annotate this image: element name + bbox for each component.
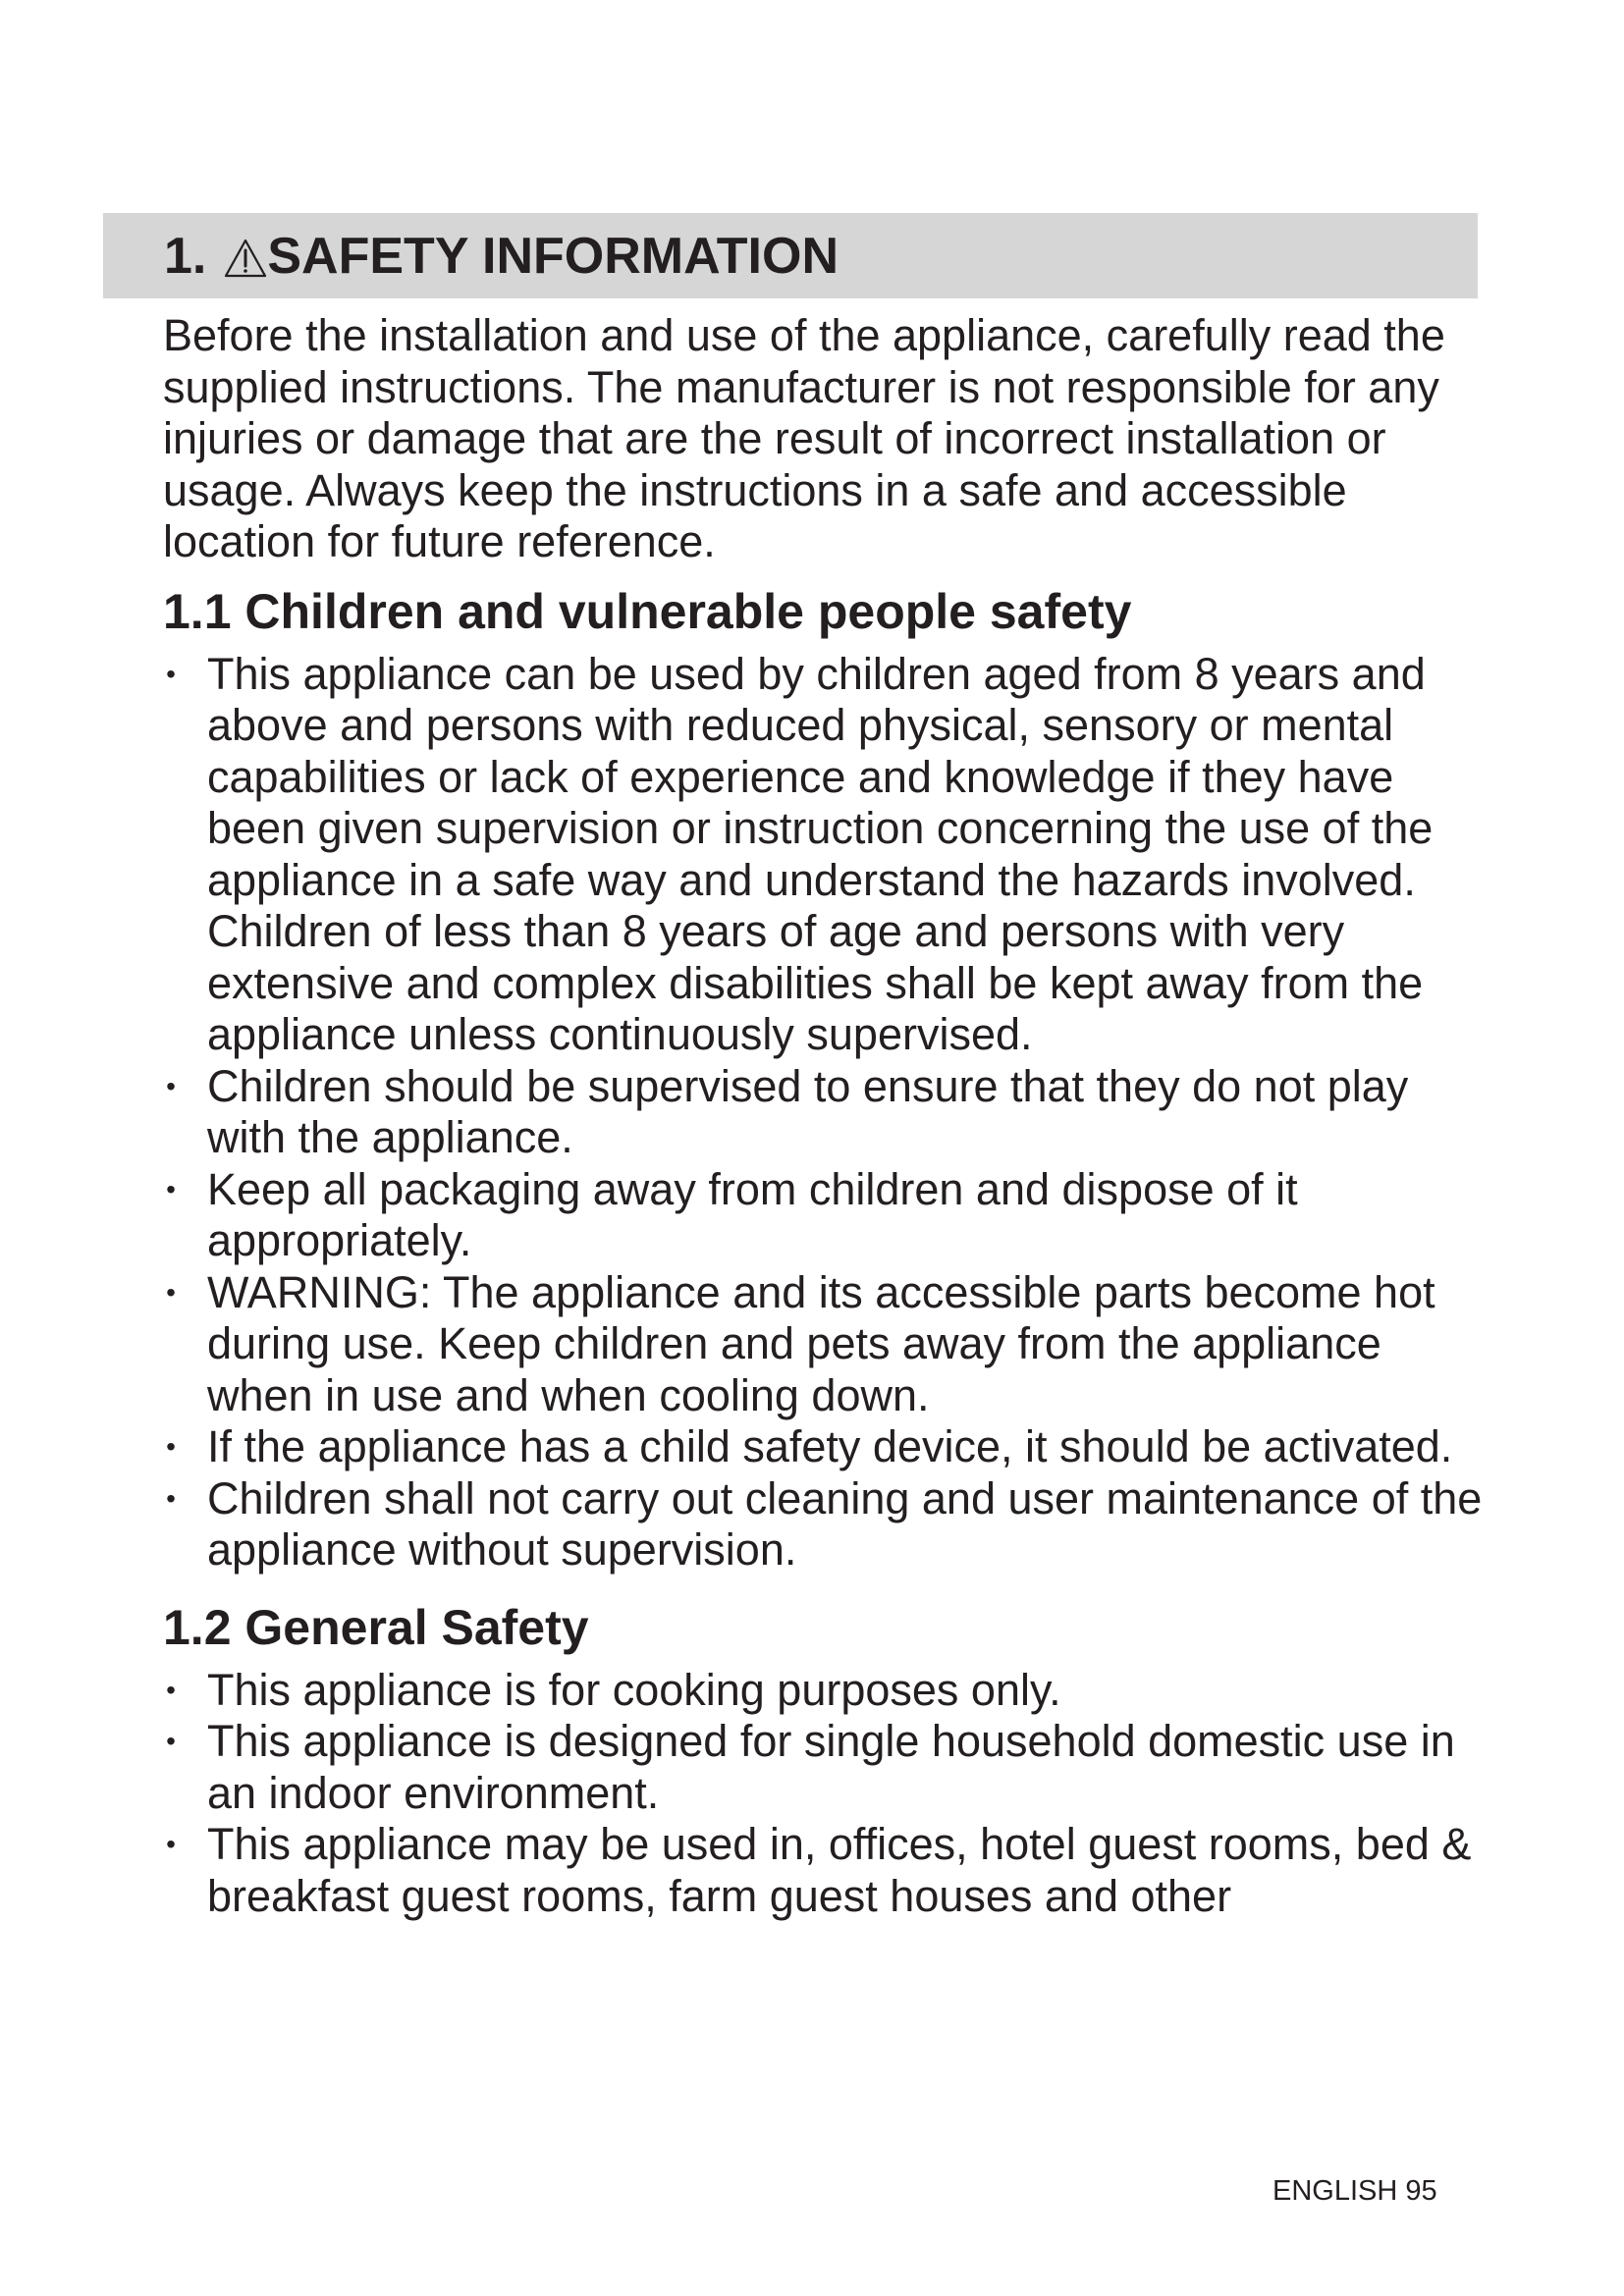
section-title-bar [103, 213, 1478, 298]
title-text: SAFETY INFORMATION [267, 228, 839, 285]
bullet-icon: • [166, 1431, 176, 1462]
list-item: • Keep all packaging away from children and dispose of it appropriately. [166, 1163, 1298, 1265]
bullet-icon: • [166, 1829, 176, 1859]
bullet-icon: • [166, 1482, 176, 1514]
list-item: • This appliance is designed for single household domestic use in an indoor environment. [166, 1716, 1455, 1818]
page-footer: ENGLISH 95 [1272, 2175, 1437, 2207]
list-item: • This appliance can be used by children aged from 8 years and above and persons with reduced physical, sensory or mental capabilities or lack of experience and knowledge if they have been given supervision or instruction concerning the use of the appliance in a safe way and understand the hazards involved. Children of less than 8 years of age and persons with very extensive and complex disabilities shall be kept away from the appliance unless continuously supervised. [166, 648, 1434, 1059]
warning-triangle-icon [224, 239, 267, 278]
document-body [163, 310, 1484, 1922]
bullet-icon: • [166, 1070, 176, 1101]
section-heading-children-safety: 1.1 Children and vulnerable people safety [163, 583, 1132, 639]
list-item: • This appliance is for cooking purposes only. [166, 1664, 1061, 1715]
title-number: 1. [164, 228, 207, 285]
list-item: • WARNING: The appliance and its accessible parts become hot during use. Keep children and pets away from the appliance when in use and when cooling down. [166, 1266, 1435, 1420]
intro-paragraph: Before the installation and use of the appliance, carefully read the supplied instructions. The manufacturer is not responsible for any injuries or damage that are the result of incorrect installation or usage. Always keep the instructions in a safe and accessible location for future reference. [163, 310, 1445, 566]
bullet-icon: • [166, 1276, 176, 1308]
bullet-icon: • [166, 658, 176, 689]
list-item: • Children should be supervised to ensure that they do not play with the appliance. [166, 1060, 1409, 1162]
list-item: • This appliance may be used in, offices, hotel guest rooms, bed & breakfast guest rooms, farm guest houses and other [166, 1819, 1472, 1921]
section-heading-general-safety: 1.2 General Safety [163, 1599, 589, 1655]
list-item: • If the appliance has a child safety device, it should be activated. [166, 1421, 1453, 1471]
bullet-icon: • [166, 1674, 176, 1705]
general-safety-list [163, 1665, 1484, 1923]
list-item: • Children shall not carry out cleaning and user maintenance of the appliance without supervision. [166, 1472, 1483, 1575]
children-safety-list [163, 649, 1484, 1576]
bullet-icon: • [166, 1173, 176, 1204]
page-title [164, 226, 839, 287]
bullet-icon: • [166, 1726, 176, 1756]
